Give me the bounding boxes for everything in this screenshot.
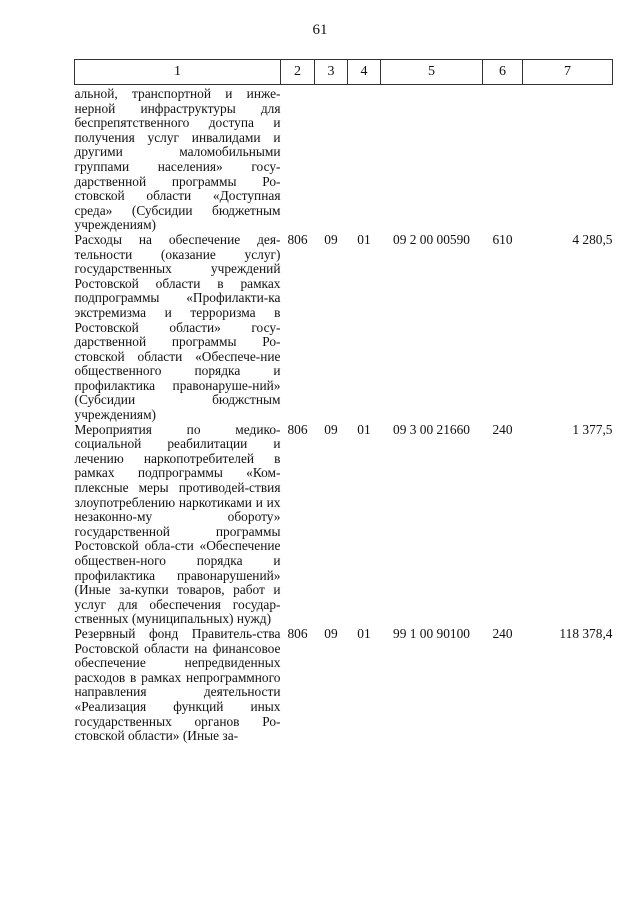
section-code: 09 (324, 625, 338, 641)
ministry-code (281, 85, 315, 233)
table-row (75, 627, 613, 744)
target-article-code (381, 85, 483, 233)
subsection-code: 01 (357, 625, 371, 641)
subsection-code (348, 85, 381, 233)
column-header: 3 (315, 60, 348, 85)
column-header: 7 (523, 60, 613, 85)
amount-value (523, 85, 613, 233)
column-header: 2 (281, 60, 315, 85)
column-header: 1 (75, 60, 281, 85)
column-header: 5 (381, 60, 483, 85)
amount-value: 1 377,5 (572, 421, 613, 437)
column-header: 6 (483, 60, 523, 85)
target-article-code: 99 1 00 90100 (393, 625, 470, 641)
ministry-code: 806 (287, 625, 308, 641)
table-row (75, 233, 613, 423)
amount-value: 4 280,5 (572, 231, 613, 247)
row-description: Мероприятия по медико-социальной реабилитации и лечению наркопотребителей в рамках подпрограммы «Ком-плексные меры противодей-ствия злоупотреблению наркотиками и их незаконно-му обороту» государственной программы Ростовской обла-сти «Обеспечение обществен-ного порядка и профилактика правонарушений» (Иные за-купки товаров, работ и услуг для обеспечения государ-ственных (муниципальных) нужд) (74, 421, 281, 627)
section-code: 09 (324, 421, 338, 437)
table-row (75, 423, 613, 627)
subsection-code: 01 (357, 421, 371, 437)
target-article-code: 09 2 00 00590 (393, 231, 470, 247)
section-code (315, 85, 348, 233)
subsection-code: 01 (357, 231, 371, 247)
budget-table (74, 59, 613, 744)
expense-type-code: 240 (492, 421, 513, 437)
column-number-header (75, 60, 613, 85)
table-row (75, 85, 613, 233)
row-description: Резервный фонд Правитель-ства Ростовской области на финансовое обеспечение непредвиденных расходов в рамках непрограммного направления деятельности «Реализация функций иных государственных органов Ро-стовской области» (Иные за- (74, 625, 281, 744)
row-description: альной, транспортной и инже-нерной инфраструктуры для беспрепятственного доступа и получения услуг инвалидами и другими маломобильными группами населения» госу-дарственной программы Ро-стовской области «Доступная среда» (Субсидии бюджетным учреждениям) (74, 86, 281, 233)
ministry-code: 806 (287, 421, 308, 437)
expense-type-code: 240 (492, 625, 513, 641)
expense-type-code (483, 85, 523, 233)
expense-type-code: 610 (492, 231, 513, 247)
page-number: 61 (312, 22, 328, 38)
amount-value: 118 378,4 (559, 625, 613, 641)
target-article-code: 09 3 00 21660 (393, 421, 470, 437)
column-header: 4 (348, 60, 381, 85)
ministry-code: 806 (287, 231, 308, 247)
section-code: 09 (324, 231, 338, 247)
row-description: Расходы на обеспечение дея-тельности (оказание услуг) государственных учреждений Ростовской области в рамках подпрограммы «Профилакти-ка экстремизма и терроризма в Ростовской области» госу-дарственной программы Ро-стовской области «Обеспече-ние общественного порядка и профилактика правонаруше-ний» (Субсидии бюджстным учреждениям) (74, 231, 281, 423)
